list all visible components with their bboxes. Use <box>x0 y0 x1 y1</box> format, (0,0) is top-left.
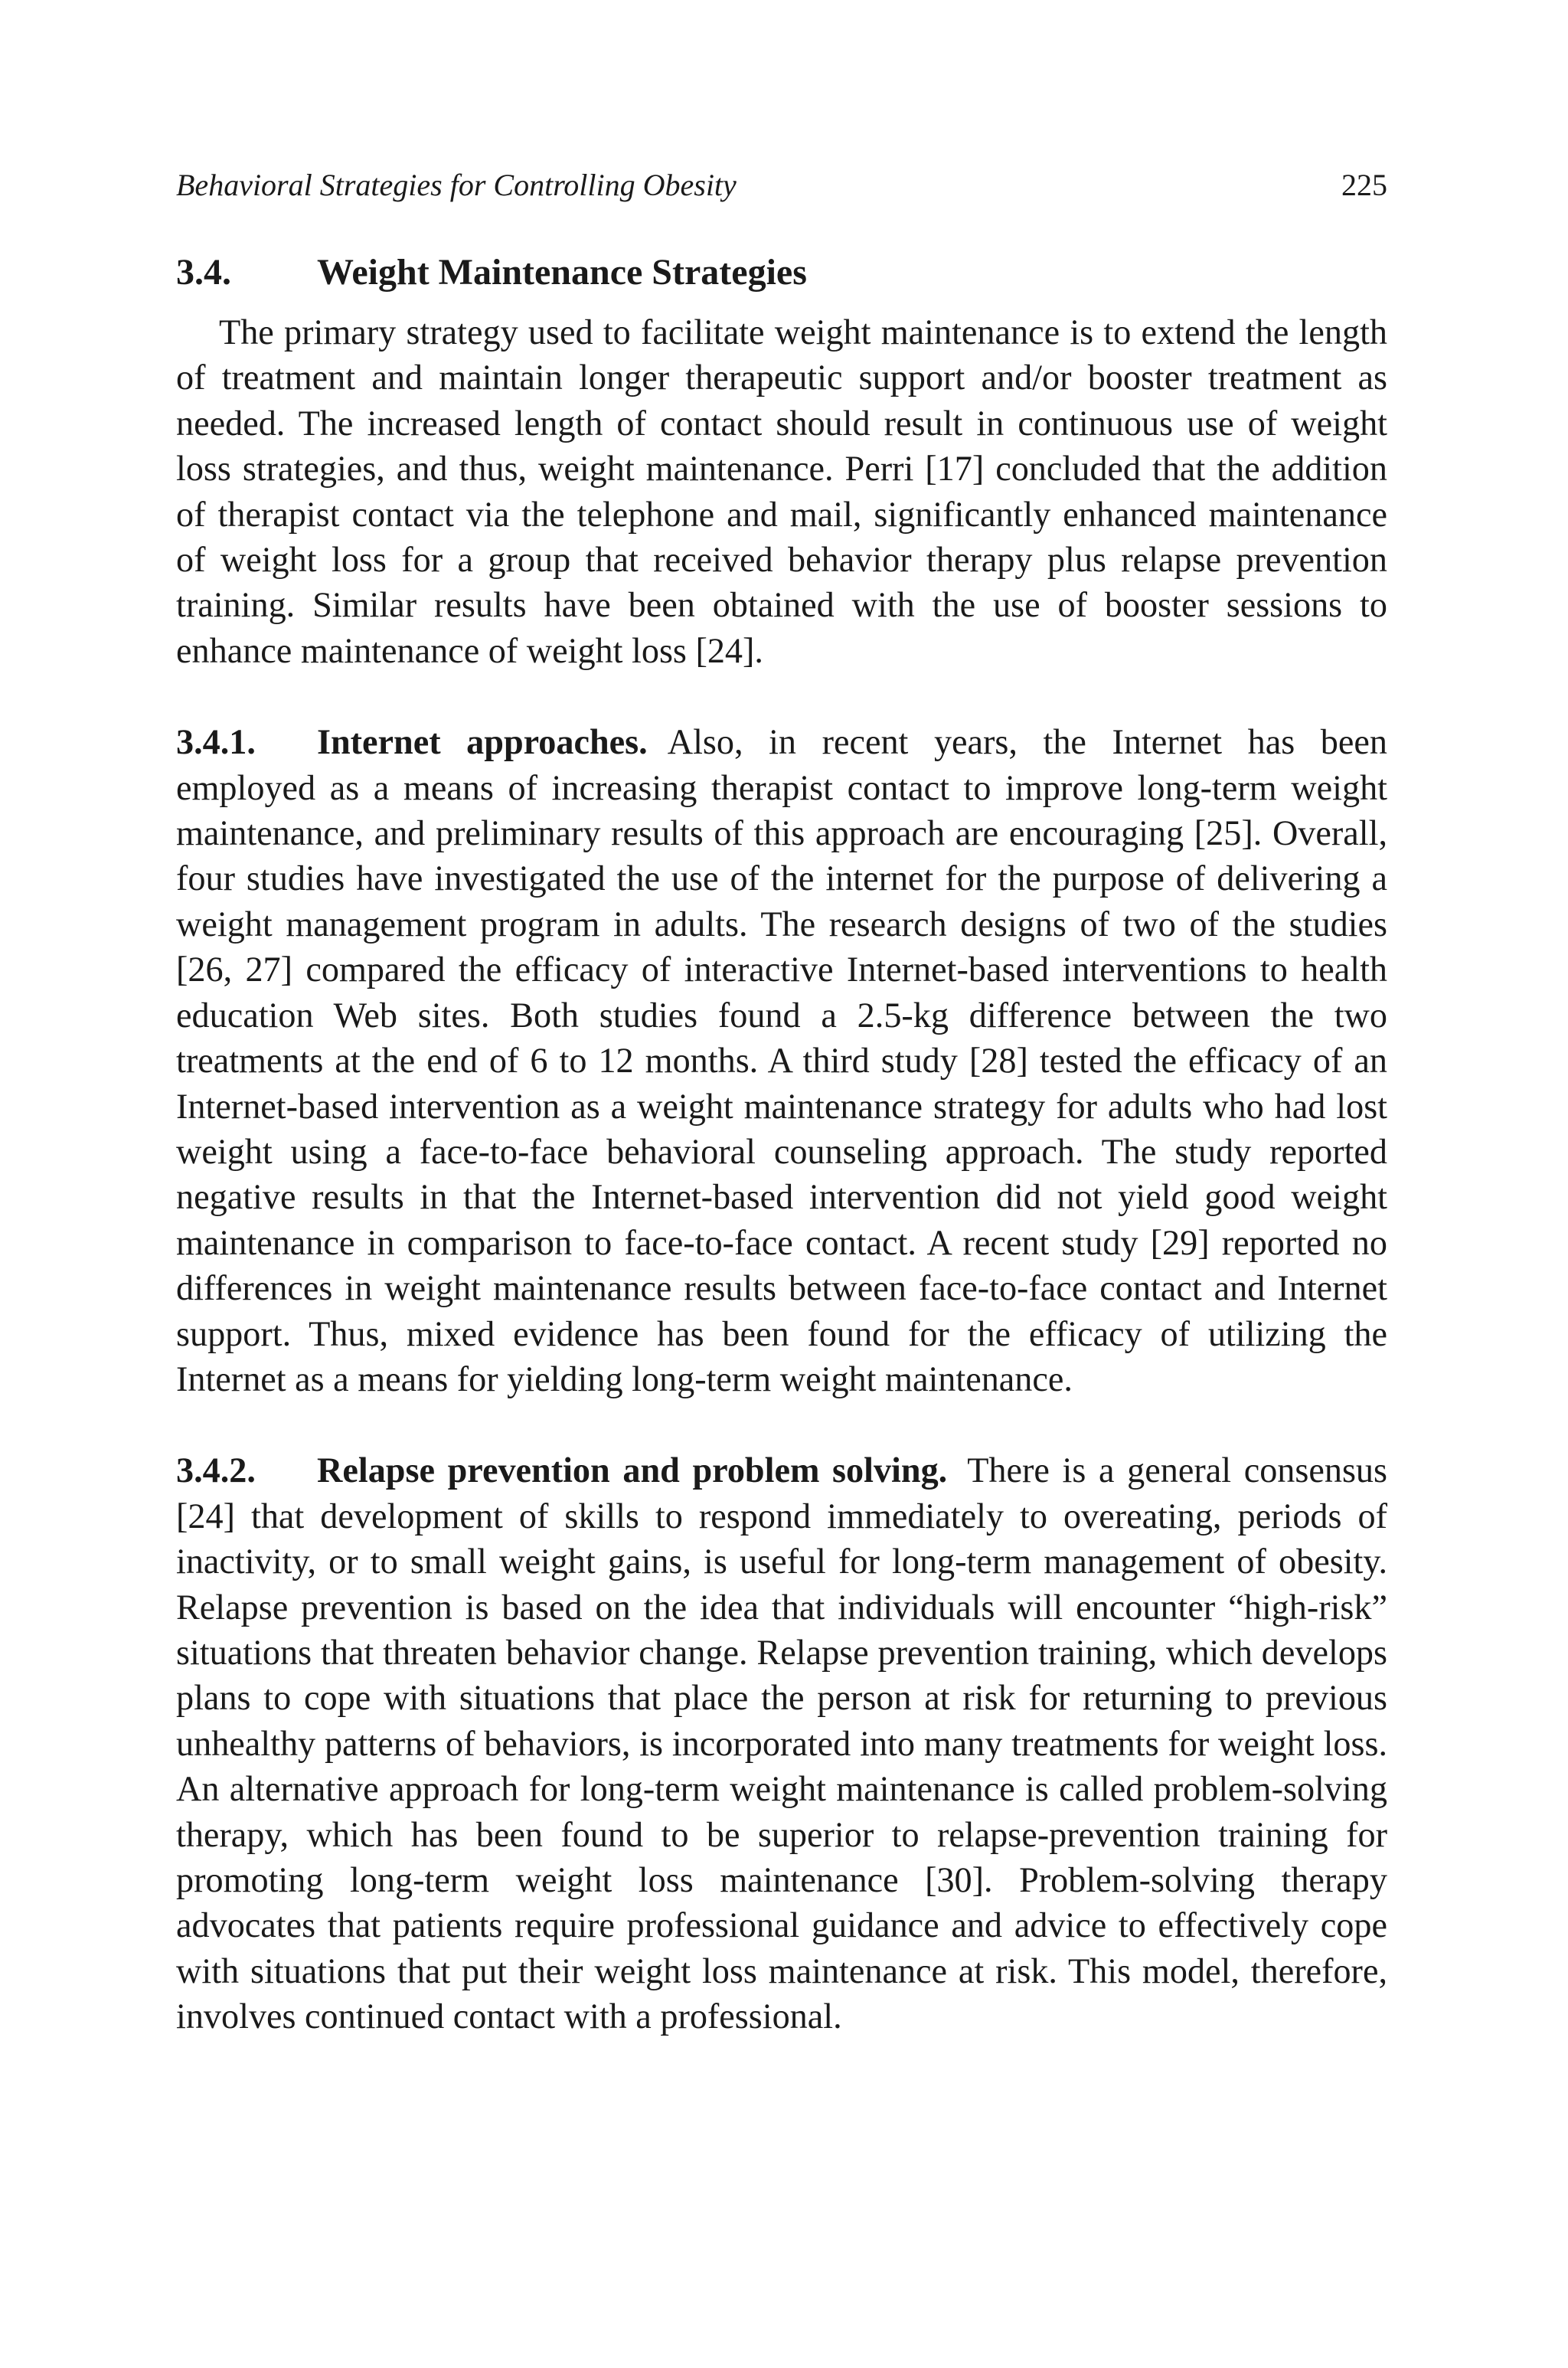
subsection-internet-approaches <box>176 719 1387 1402</box>
subsection-text: Also, in recent years, the Internet has been employed as a means of increasing therapist contact to improve long-term weight maintenance, and preliminary results of this approach are encouraging [25]. Overall, four studies have investigated the use of the internet for the purpose of delivering a weight management program in adults. The research designs of two of the studies [26, 27] compared the efficacy of interactive Internet-based interventions to health education Web sites. Both studies found a 2.5-kg difference between the two treatments at the end of 6 to 12 months. A third study [28] tested the efficacy of an Internet-based intervention as a weight maintenance strategy for adults who had lost weight using a face-to-face behavioral counseling approach. The study reported negative results in that the Internet-based intervention did not yield good weight maintenance in comparison to face-to-face contact. A recent study [29] reported no differences in weight maintenance results between face-to-face contact and Internet support. Thus, mixed evidence has been found for the efficacy of utilizing the Internet as a means for yielding long-term weight maintenance. <box>176 722 1387 1398</box>
subsection-number: 3.4.1. <box>176 722 256 762</box>
subsection-title: Relapse prevention and problem solving. <box>317 1451 948 1490</box>
section-number: 3.4. <box>176 252 231 293</box>
running-header <box>176 165 1387 205</box>
subsection-title: Internet approaches. <box>317 722 648 762</box>
book-page <box>176 165 1387 2039</box>
section-heading <box>176 250 1387 296</box>
running-title: Behavioral Strategies for Controlling Obesity <box>176 168 737 202</box>
section-title: Weight Maintenance Strategies <box>317 252 807 293</box>
subsection-number: 3.4.2. <box>176 1451 256 1490</box>
page-number: 225 <box>1341 168 1387 202</box>
section-paragraph: The primary strategy used to facilitate weight maintenance is to extend the length of treatment and maintain longer therapeutic support and/or booster treatment as needed. The increased length of contact should result in continuous use of weight loss strategies, and thus, weight maintenance. Perri [17] concluded that the addition of therapist contact via the telephone and mail, significantly enhanced maintenance of weight loss for a group that received behavior therapy plus relapse prevention training. Similar results have been obtained with the use of booster sessions to enhance maintenance of weight loss [24]. <box>176 312 1387 670</box>
subsection-relapse-prevention <box>176 1447 1387 2039</box>
subsection-text: There is a general consensus [24] that development of skills to respond immediately to overeating, periods of inactivity, or to small weight gains, is useful for long-term management of obesity. Relapse prevention is based on the idea that individuals will encounter “high-risk” situations that threaten behavior change. Relapse prevention training, which develops plans to cope with situations that place the person at risk for returning to previous unhealthy patterns of behaviors, is incorporated into many treatments for weight loss. An alternative approach for long-term weight maintenance is called problem-solving therapy, which has been found to be superior to relapse-prevention training for promoting long-term weight loss maintenance [30]. Problem-solving therapy advocates that patients require professional guidance and advice to effectively cope with situations that put their weight loss maintenance at risk. This model, therefore, involves continued contact with a professional. <box>176 1451 1387 2036</box>
